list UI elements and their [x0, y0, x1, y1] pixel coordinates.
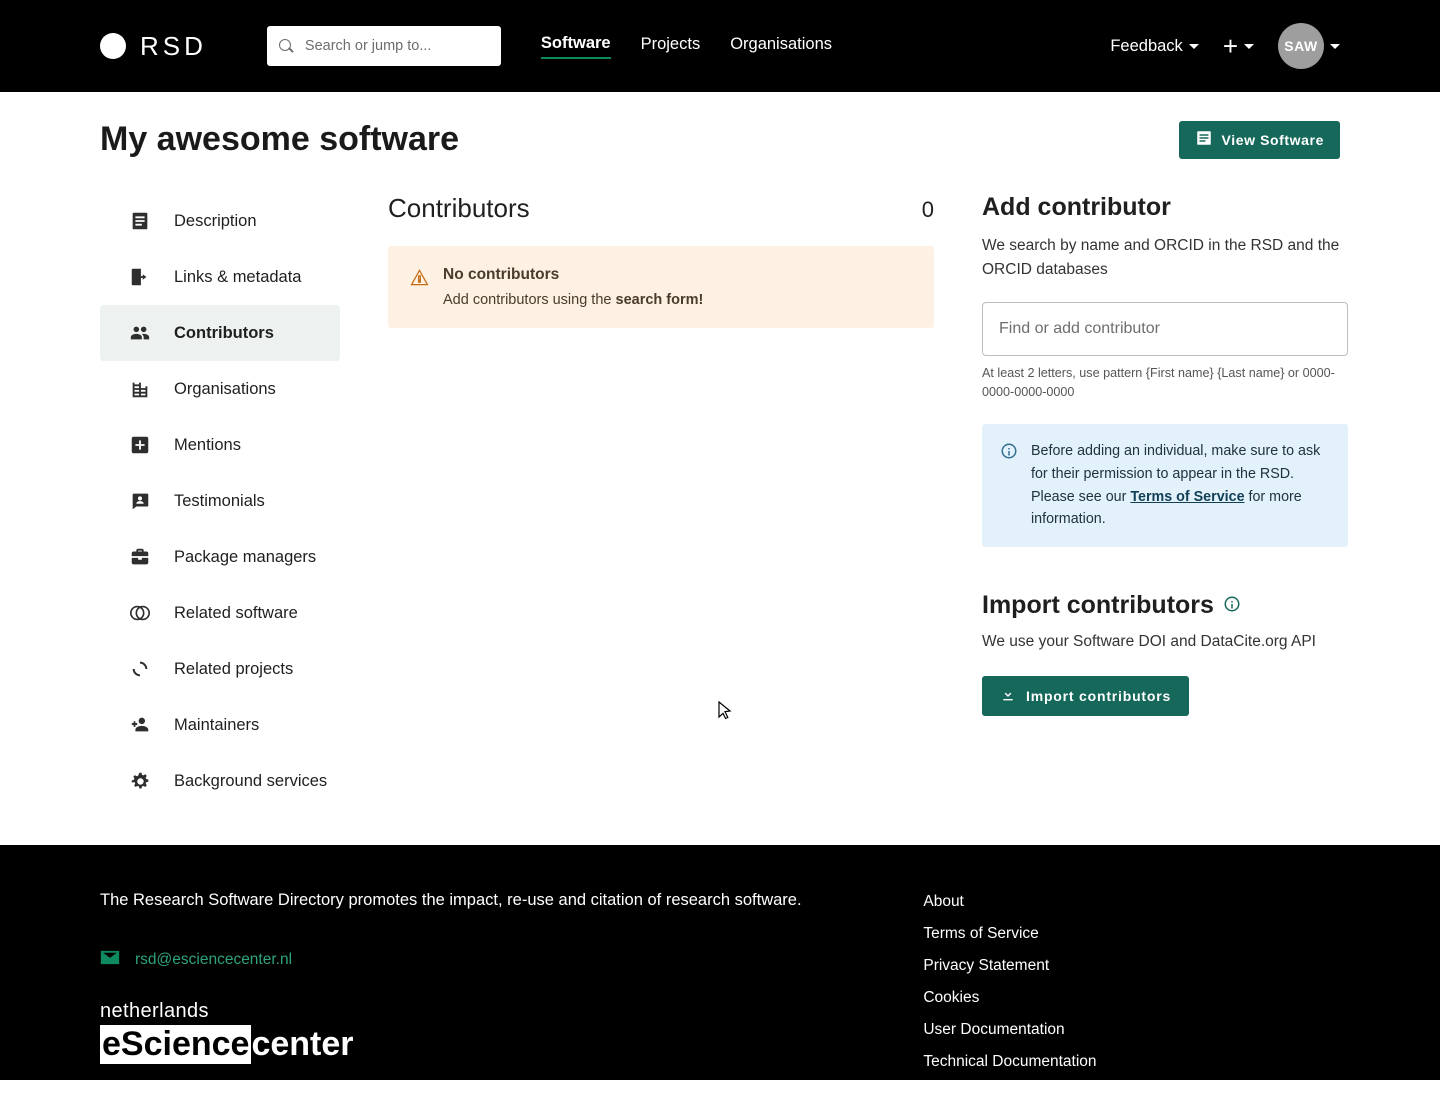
permission-info-box	[982, 424, 1348, 548]
sidebar-item-description[interactable]	[100, 193, 340, 249]
rsd-logo[interactable]	[100, 31, 207, 62]
alert-text: Add contributors using the	[443, 292, 616, 308]
find-contributor-input[interactable]	[982, 302, 1348, 356]
package-managers-icon	[128, 545, 152, 569]
sidebar-item-background-services[interactable]	[100, 753, 340, 809]
add-menu[interactable]	[1222, 31, 1254, 61]
footer-link-technical-documentation[interactable]: Technical Documentation	[923, 1053, 1097, 1070]
contributors-icon	[128, 321, 152, 345]
sidebar-item-label: Testimonials	[174, 491, 265, 510]
background-services-icon	[128, 769, 152, 793]
sidebar-item-label: Contributors	[174, 323, 274, 342]
add-contributor-panel	[982, 193, 1348, 809]
organisations-icon	[128, 377, 152, 401]
page-title: My awesome software	[100, 120, 460, 158]
warning-icon	[410, 268, 429, 292]
info-icon	[1000, 442, 1018, 465]
mentions-icon	[128, 433, 152, 457]
search-input[interactable]	[303, 37, 489, 55]
view-software-label: View Software	[1221, 131, 1324, 148]
search-form-link[interactable]: search form!	[615, 292, 704, 308]
add-contributor-title: Add contributor	[982, 193, 1171, 221]
import-contributors-subtitle: We use your Software DOI and DataCite.org API	[982, 633, 1316, 651]
sidebar-item-package-managers[interactable]	[100, 529, 340, 585]
chevron-down-icon	[1244, 44, 1254, 49]
document-icon	[1195, 129, 1213, 150]
sidebar-item-related-projects[interactable]	[100, 641, 340, 697]
footer-email-row	[100, 950, 923, 970]
permission-info-text	[1031, 440, 1330, 532]
sidebar-item-label: Related projects	[174, 659, 294, 678]
footer-link-terms-of-service[interactable]: Terms of Service	[923, 925, 1039, 942]
sidebar-item-maintainers[interactable]	[100, 697, 340, 753]
footer-link-user-documentation[interactable]: User Documentation	[923, 1021, 1065, 1038]
sidebar-item-testimonials[interactable]	[100, 473, 340, 529]
sidebar-item-links-metadata[interactable]	[100, 249, 340, 305]
contributors-count: 0	[921, 197, 934, 222]
import-contributors-title	[982, 591, 1348, 620]
alert-body	[443, 292, 703, 308]
view-software-button[interactable]	[1179, 121, 1340, 159]
input-hint: At least 2 letters, use pattern {First name} {Last name} or 0000-0000-0000-0000	[982, 366, 1335, 399]
sidebar-item-label: Description	[174, 211, 257, 230]
user-menu[interactable]	[1278, 23, 1340, 69]
info-text-2: for more information.	[1031, 488, 1302, 528]
sidebar-item-label: Mentions	[174, 435, 241, 454]
logo-line-2	[100, 1025, 923, 1064]
download-icon	[1000, 687, 1016, 706]
footer-tagline: The Research Software Directory promotes the impact, re-use and citation of research software.	[100, 891, 802, 909]
import-title-label: Import contributors	[982, 591, 1214, 620]
sidebar-item-label: Related software	[174, 603, 298, 622]
footer-email-link[interactable]: rsd@esciencecenter.nl	[135, 951, 293, 968]
edit-sidebar	[100, 193, 340, 809]
footer-link-privacy-statement[interactable]: Privacy Statement	[923, 957, 1050, 974]
content-columns	[100, 193, 1340, 809]
info-text-1: Before adding an individual, make sure to ask for their permission to appear in the RSD. Please see our	[1031, 442, 1321, 505]
import-contributors-button[interactable]	[982, 676, 1189, 716]
chevron-down-icon	[1330, 44, 1340, 49]
global-search[interactable]	[267, 26, 501, 66]
sidebar-item-mentions[interactable]	[100, 417, 340, 473]
testimonials-icon	[128, 489, 152, 513]
sidebar-item-related-software[interactable]	[100, 585, 340, 641]
search-icon	[279, 39, 294, 54]
info-icon[interactable]	[1223, 591, 1241, 620]
logo-escience: eScience	[102, 1025, 250, 1063]
top-right-controls	[1110, 23, 1340, 69]
no-contributors-alert	[388, 246, 934, 328]
footer-link-netherlands-esciencecenter[interactable]: Netherlands eScienceCenter	[923, 1085, 1122, 1102]
page-header	[100, 92, 1340, 159]
main-nav	[541, 34, 832, 59]
footer-link-about[interactable]: About	[923, 893, 964, 910]
sidebar-item-contributors[interactable]	[100, 305, 340, 361]
nav-item-projects[interactable]: Projects	[640, 34, 701, 53]
description-icon	[128, 209, 152, 233]
sidebar-item-label: Links & metadata	[174, 267, 302, 286]
sidebar-item-label: Maintainers	[174, 715, 260, 734]
footer-link-cookies[interactable]: Cookies	[923, 989, 980, 1006]
contributors-title: Contributors	[388, 193, 530, 223]
sidebar-item-label: Package managers	[174, 547, 317, 566]
footer-links	[923, 891, 1340, 1102]
logo-circle-icon	[100, 33, 126, 59]
terms-of-service-link[interactable]: Terms of Service	[1130, 488, 1245, 505]
nav-item-organisations[interactable]: Organisations	[730, 34, 833, 53]
logo-center: center	[251, 1025, 354, 1063]
related-projects-icon	[128, 657, 152, 681]
sidebar-item-label: Background services	[174, 771, 328, 790]
maintainers-icon	[128, 713, 152, 737]
nav-item-software[interactable]: Software	[541, 34, 611, 59]
alert-title: No contributors	[443, 266, 560, 283]
esciencecenter-logo	[100, 1000, 923, 1064]
sidebar-item-label: Organisations	[174, 379, 276, 398]
contributors-header	[388, 193, 934, 224]
logo-text: RSD	[140, 30, 207, 61]
sidebar-item-organisations[interactable]	[100, 361, 340, 417]
contributors-section	[388, 193, 934, 809]
add-contributor-subtitle: We search by name and ORCID in the RSD and the ORCID databases	[982, 237, 1340, 279]
avatar: SAW	[1278, 23, 1324, 69]
page-footer	[0, 845, 1440, 1102]
logo-line-1: netherlands	[100, 1000, 209, 1022]
import-button-label: Import contributors	[1026, 688, 1172, 705]
feedback-label: Feedback	[1110, 36, 1183, 55]
plus-icon: +	[1222, 31, 1238, 61]
feedback-menu[interactable]	[1110, 37, 1198, 56]
links-metadata-icon	[128, 265, 152, 289]
related-software-icon	[128, 601, 152, 625]
top-navigation-bar	[0, 0, 1440, 92]
chevron-down-icon	[1189, 44, 1199, 49]
footer-left	[100, 891, 923, 1080]
page-container	[0, 92, 1440, 809]
mail-icon	[100, 950, 120, 970]
